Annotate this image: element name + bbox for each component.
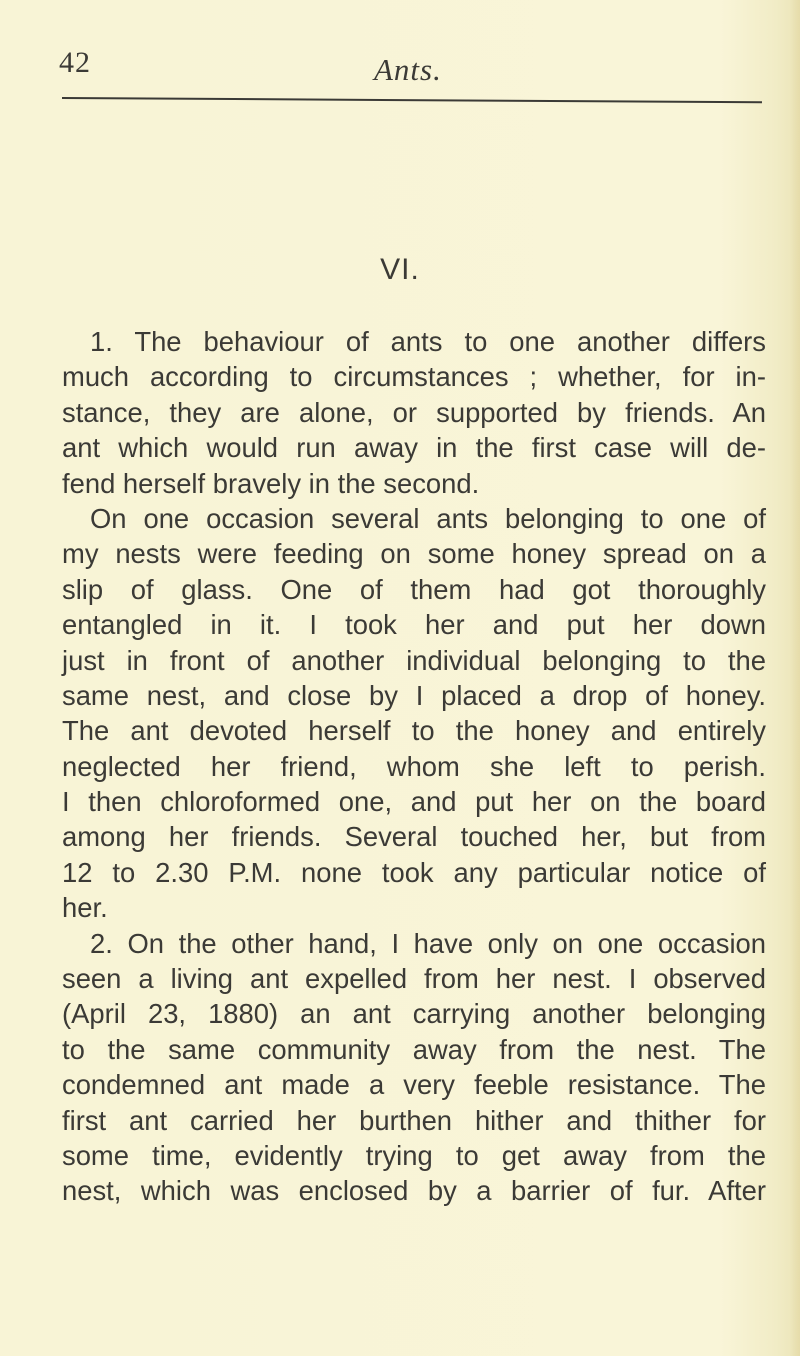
- text-line: 2. On the other hand, I have only on one occasion: [90, 927, 766, 959]
- text-line: nest, which was enclosed by a barrier of fur. After: [62, 1175, 766, 1207]
- text-line: same nest, and close by I placed a drop of honey.: [62, 679, 766, 711]
- text-line: my nests were feeding on some honey spread on a: [62, 538, 766, 570]
- text-line: just in front of another individual belonging to the: [62, 644, 766, 676]
- text-line: some time, evidently trying to get away from the: [62, 1139, 766, 1171]
- text-line: (April 23, 1880) an ant carrying another belonging: [62, 998, 766, 1030]
- text-line: stance, they are alone, or supported by friends. An: [62, 396, 766, 428]
- text-line: entangled in it. I took her and put her down: [62, 609, 766, 641]
- running-title: Ants.: [374, 52, 442, 87]
- section-heading: VI.: [380, 253, 420, 286]
- page-edge-shading: [790, 0, 800, 1356]
- page-number: 42: [59, 46, 91, 79]
- text-line: seen a living ant expelled from her nest. I observed: [62, 963, 766, 995]
- text-line: 12 to 2.30 P.M. none took any particular notice of: [62, 856, 766, 888]
- text-line: much according to circumstances ; whether, for in-: [62, 361, 766, 393]
- text-line: ant which would run away in the first case will de-: [62, 432, 766, 464]
- text-line: her.: [62, 892, 108, 924]
- text-line: fend herself bravely in the second.: [62, 467, 480, 499]
- text-line: to the same community away from the nest. The: [62, 1033, 766, 1065]
- text-line: slip of glass. One of them had got thoroughly: [62, 573, 766, 605]
- text-line: neglected her friend, whom she left to perish.: [62, 750, 766, 782]
- body-text: [62, 324, 766, 1209]
- text-line: condemned ant made a very feeble resistance. The: [62, 1069, 766, 1101]
- text-line: 1. The behaviour of ants to one another differs: [90, 326, 766, 357]
- text-line: first ant carried her burthen hither and thither for: [62, 1104, 766, 1136]
- text-line: The ant devoted herself to the honey and entirely: [62, 715, 766, 747]
- header-rule: [62, 97, 762, 103]
- text-line: I then chloroformed one, and put her on the board: [62, 786, 766, 818]
- text-line: On one occasion several ants belonging to one of: [90, 502, 766, 534]
- text-line: among her friends. Several touched her, but from: [62, 821, 766, 853]
